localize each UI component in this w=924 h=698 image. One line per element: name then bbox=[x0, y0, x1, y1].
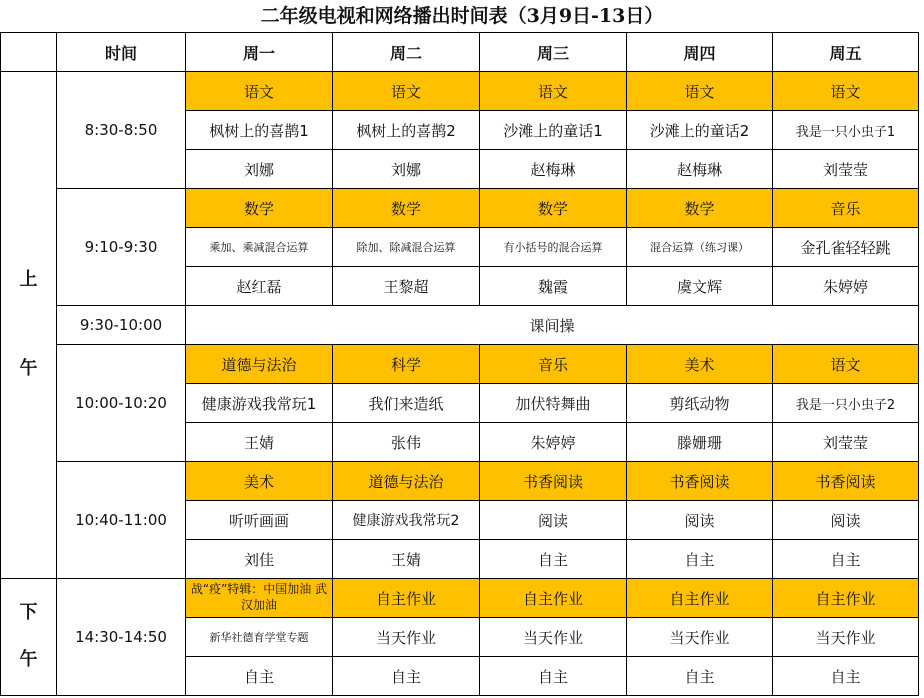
break-cell: 课间操 bbox=[186, 306, 919, 345]
teacher-cell: 王黎超 bbox=[333, 267, 480, 306]
subject-cell: 语文 bbox=[773, 345, 919, 384]
period-morning bbox=[1, 72, 57, 579]
topic-cell: 枫树上的喜鹊2 bbox=[333, 111, 480, 150]
teacher-cell: 刘莹莹 bbox=[773, 423, 919, 462]
corner-cell bbox=[1, 33, 57, 72]
period-char: 午 bbox=[19, 649, 38, 670]
period-char: 下 bbox=[19, 602, 38, 624]
schedule-table bbox=[0, 32, 919, 696]
teacher-cell: 张伟 bbox=[333, 423, 480, 462]
teacher-cell: 王婧 bbox=[186, 423, 333, 462]
teacher-cell: 自主 bbox=[627, 657, 773, 696]
subject-cell: 语文 bbox=[333, 72, 480, 111]
teacher-cell: 滕姗珊 bbox=[627, 423, 773, 462]
subject-cell: 道德与法治 bbox=[186, 345, 333, 384]
topic-cell: 我是一只小虫子2 bbox=[773, 384, 919, 423]
teacher-cell: 虞文辉 bbox=[627, 267, 773, 306]
page-title: 二年级电视和网络播出时间表（3月9日-13日） bbox=[260, 5, 664, 27]
subject-cell: 自主作业 bbox=[333, 579, 480, 618]
topic-cell: 加伏特舞曲 bbox=[480, 384, 627, 423]
topic-cell: 健康游戏我常玩1 bbox=[186, 384, 333, 423]
time-header: 时间 bbox=[57, 33, 186, 72]
topic-cell: 金孔雀轻轻跳 bbox=[773, 228, 919, 267]
teacher-cell: 自主 bbox=[480, 540, 627, 579]
topic-cell: 混合运算（练习课） bbox=[627, 228, 773, 267]
time-slot: 8:30-8:50 bbox=[57, 72, 186, 189]
period-char: 上 bbox=[19, 269, 38, 291]
topic-cell: 当天作业 bbox=[480, 618, 627, 657]
topic-cell: 阅读 bbox=[627, 501, 773, 540]
topic-cell: 我们来造纸 bbox=[333, 384, 480, 423]
subject-cell: 战“疫”特辑：中国加油 武汉加油 bbox=[186, 579, 333, 618]
subject-cell: 科学 bbox=[333, 345, 480, 384]
period-afternoon bbox=[1, 579, 57, 696]
teacher-cell: 自主 bbox=[480, 657, 627, 696]
topic-cell: 健康游戏我常玩2 bbox=[333, 501, 480, 540]
teacher-cell: 朱婷婷 bbox=[480, 423, 627, 462]
topic-cell: 乘加、乘减混合运算 bbox=[186, 228, 333, 267]
teacher-cell: 朱婷婷 bbox=[773, 267, 919, 306]
subject-cell: 语文 bbox=[186, 72, 333, 111]
topic-cell: 沙滩上的童话1 bbox=[480, 111, 627, 150]
subject-cell: 自主作业 bbox=[773, 579, 919, 618]
subject-cell: 自主作业 bbox=[627, 579, 773, 618]
subject-cell: 语文 bbox=[627, 72, 773, 111]
time-slot: 9:30-10:00 bbox=[57, 306, 186, 345]
topic-cell: 当天作业 bbox=[333, 618, 480, 657]
subject-cell: 书香阅读 bbox=[627, 462, 773, 501]
day-header: 周三 bbox=[480, 33, 627, 72]
time-slot: 10:40-11:00 bbox=[57, 462, 186, 579]
header-row bbox=[1, 33, 919, 72]
subject-cell: 数学 bbox=[627, 189, 773, 228]
teacher-cell: 刘娜 bbox=[333, 150, 480, 189]
teacher-cell: 赵梅琳 bbox=[627, 150, 773, 189]
topic-cell: 当天作业 bbox=[627, 618, 773, 657]
subject-cell: 道德与法治 bbox=[333, 462, 480, 501]
subject-cell: 数学 bbox=[186, 189, 333, 228]
topic-cell: 剪纸动物 bbox=[627, 384, 773, 423]
topic-cell: 新华社德育学堂专题 bbox=[186, 618, 333, 657]
topic-cell: 枫树上的喜鹊1 bbox=[186, 111, 333, 150]
day-header: 周五 bbox=[773, 33, 919, 72]
teacher-cell: 赵梅琳 bbox=[480, 150, 627, 189]
teacher-cell: 自主 bbox=[186, 657, 333, 696]
topic-cell: 听听画画 bbox=[186, 501, 333, 540]
teacher-cell: 魏霞 bbox=[480, 267, 627, 306]
teacher-cell: 自主 bbox=[627, 540, 773, 579]
teacher-cell: 自主 bbox=[333, 657, 480, 696]
topic-cell: 阅读 bbox=[480, 501, 627, 540]
time-slot: 10:00-10:20 bbox=[57, 345, 186, 462]
teacher-cell: 刘莹莹 bbox=[773, 150, 919, 189]
teacher-cell: 赵红磊 bbox=[186, 267, 333, 306]
subject-cell: 音乐 bbox=[480, 345, 627, 384]
subject-cell: 书香阅读 bbox=[773, 462, 919, 501]
subject-cell: 美术 bbox=[186, 462, 333, 501]
teacher-cell: 自主 bbox=[773, 657, 919, 696]
subject-cell: 音乐 bbox=[773, 189, 919, 228]
topic-cell: 阅读 bbox=[773, 501, 919, 540]
topic-cell: 除加、除减混合运算 bbox=[333, 228, 480, 267]
teacher-cell: 自主 bbox=[773, 540, 919, 579]
day-header: 周一 bbox=[186, 33, 333, 72]
teacher-cell: 刘娜 bbox=[186, 150, 333, 189]
topic-cell: 我是一只小虫子1 bbox=[773, 111, 919, 150]
topic-cell: 有小括号的混合运算 bbox=[480, 228, 627, 267]
period-char: 午 bbox=[19, 358, 38, 379]
subject-cell: 美术 bbox=[627, 345, 773, 384]
teacher-cell: 刘佳 bbox=[186, 540, 333, 579]
topic-cell: 沙滩上的童话2 bbox=[627, 111, 773, 150]
time-slot: 9:10-9:30 bbox=[57, 189, 186, 306]
time-slot: 14:30-14:50 bbox=[57, 579, 186, 696]
teacher-cell: 王婧 bbox=[333, 540, 480, 579]
subject-cell: 数学 bbox=[480, 189, 627, 228]
subject-cell: 语文 bbox=[773, 72, 919, 111]
subject-cell: 语文 bbox=[480, 72, 627, 111]
day-header: 周二 bbox=[333, 33, 480, 72]
subject-cell: 自主作业 bbox=[480, 579, 627, 618]
topic-cell: 当天作业 bbox=[773, 618, 919, 657]
subject-cell: 书香阅读 bbox=[480, 462, 627, 501]
day-header: 周四 bbox=[627, 33, 773, 72]
subject-cell: 数学 bbox=[333, 189, 480, 228]
